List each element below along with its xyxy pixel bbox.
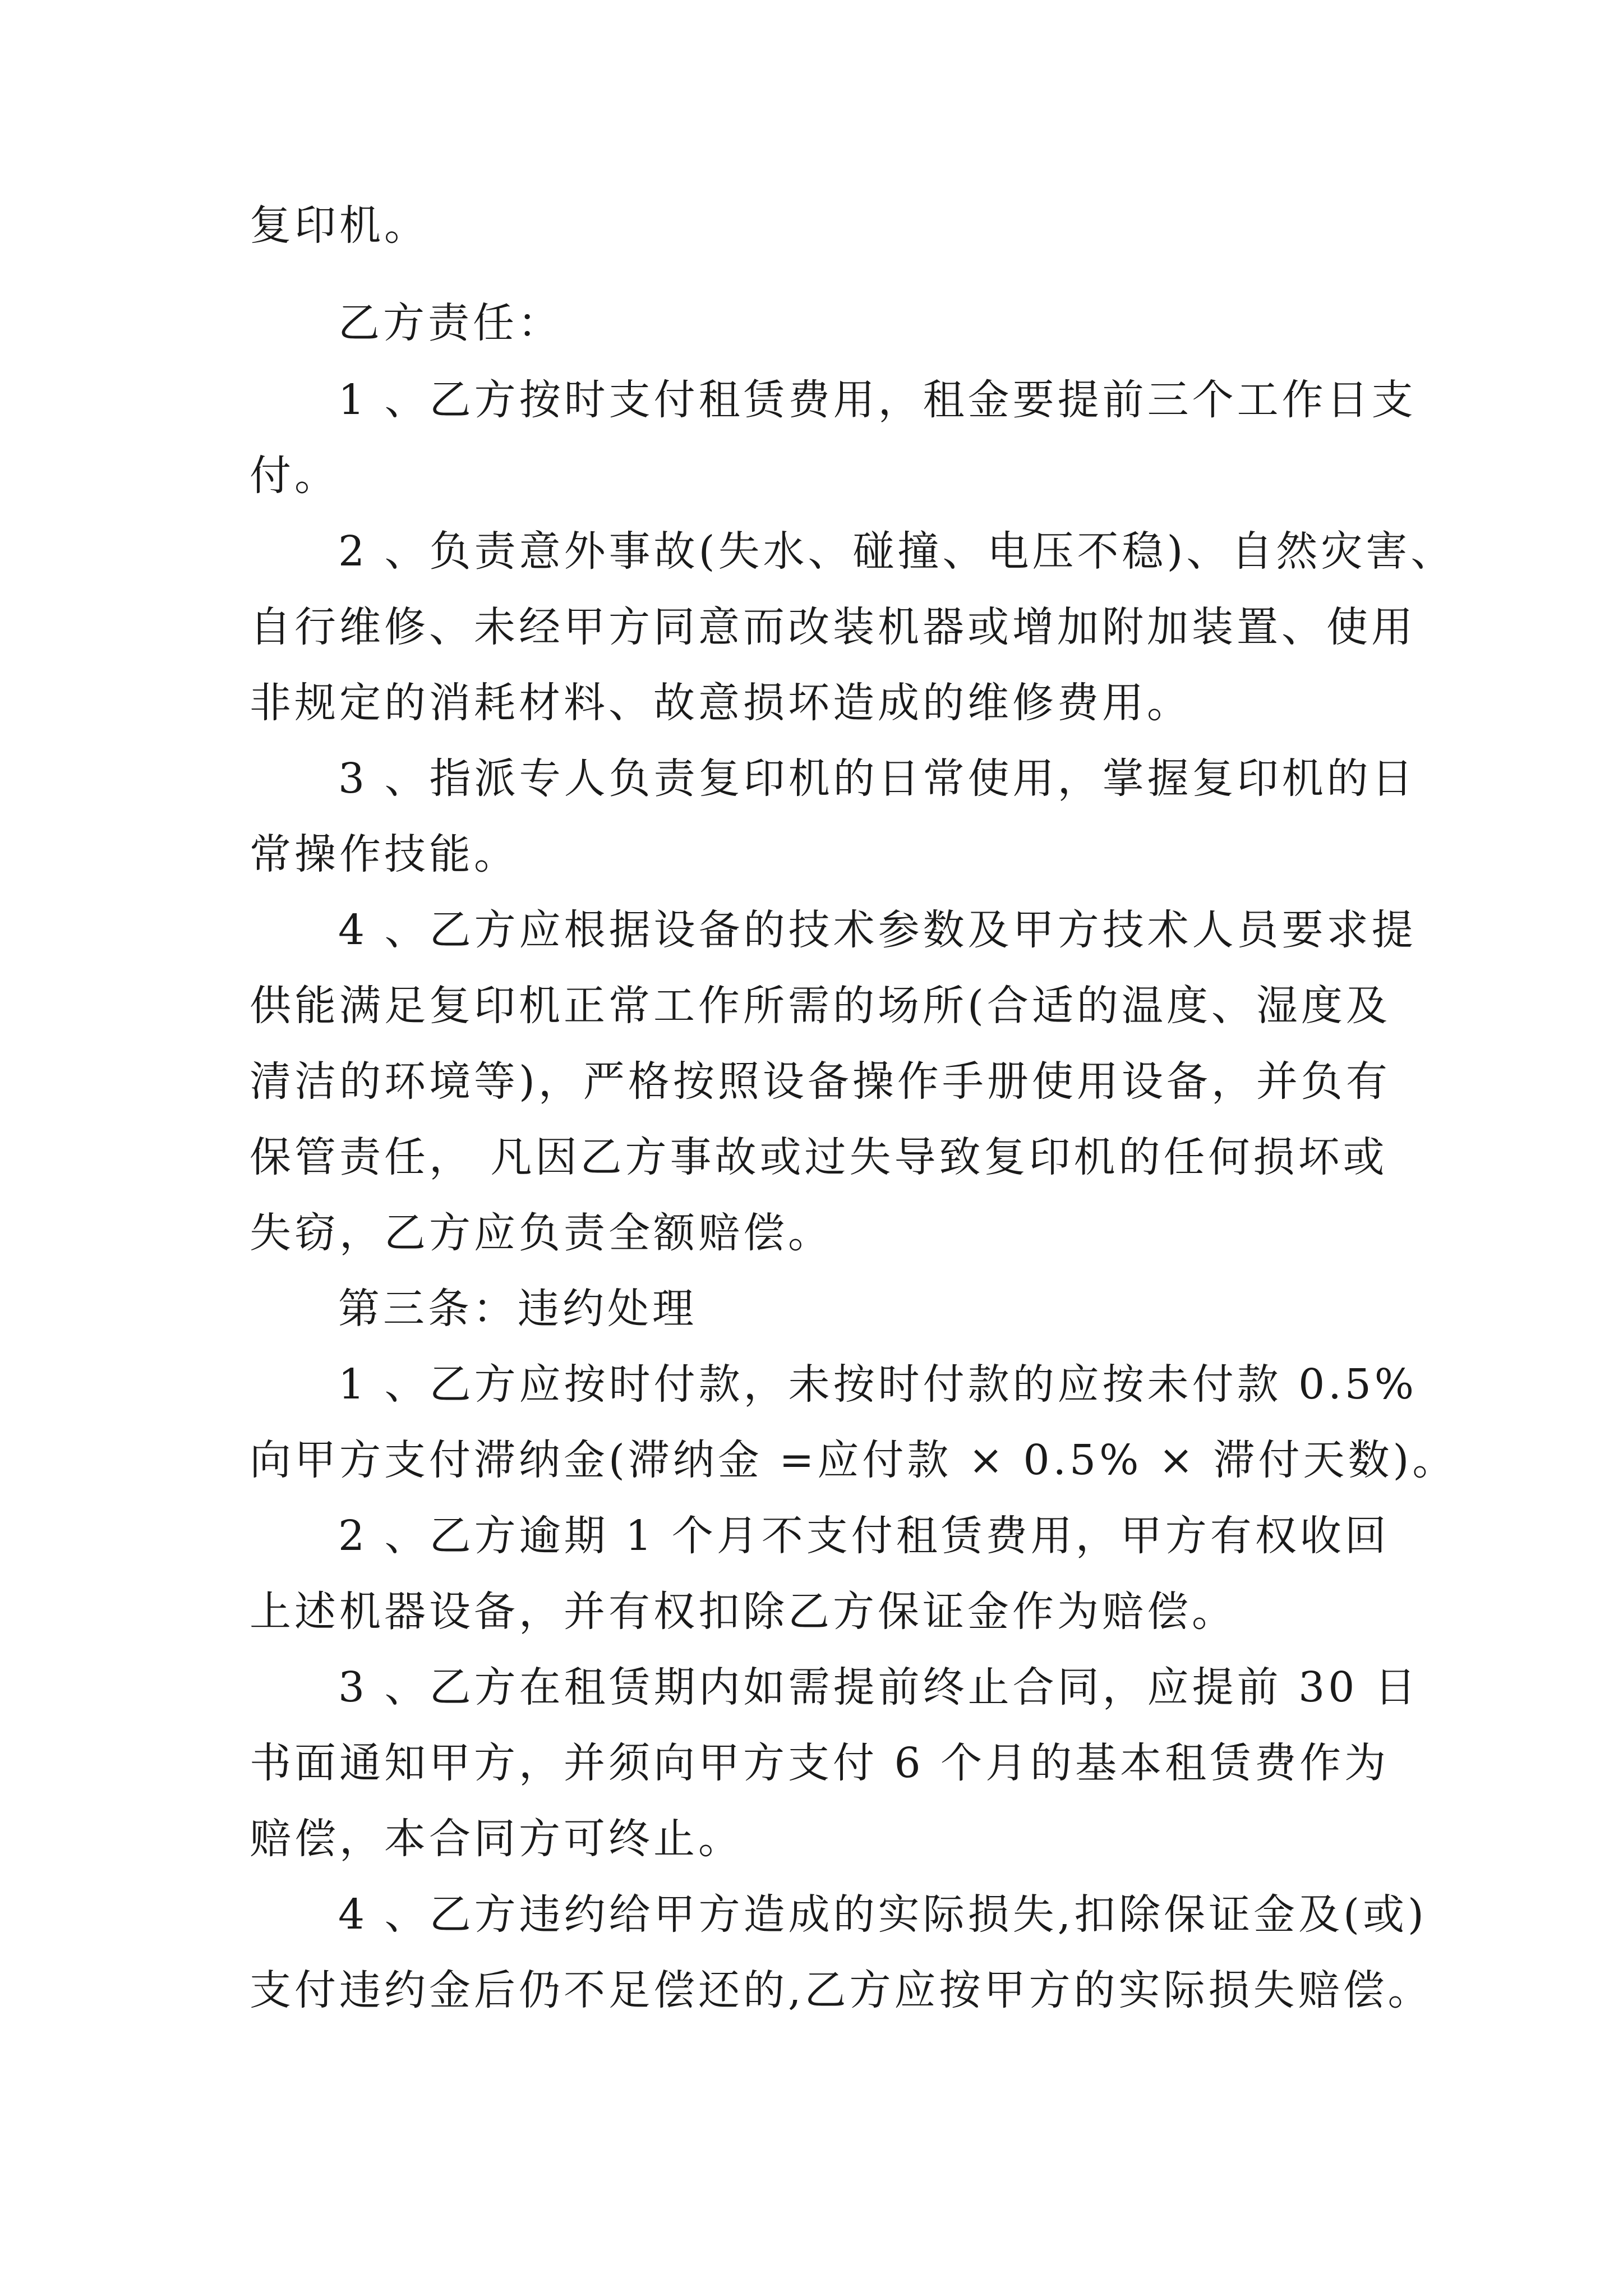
- text-line: 2 、乙方逾期 1 个月不支付租赁费用，甲方有权收回: [338, 1512, 1390, 1560]
- text-line: 复印机。: [250, 201, 429, 250]
- text-line: 支付违约金后仍不足偿还的,乙方应按甲方的实际损失赔偿。: [250, 1966, 1433, 2014]
- text-line: 保管责任， 凡因乙方事故或过失导致复印机的任何损坏或: [250, 1133, 1388, 1181]
- text-line: 3 、乙方在租赁期内如需提前终止合同，应提前 30 日: [338, 1663, 1419, 1711]
- text-line: 4 、乙方应根据设备的技术参数及甲方技术人员要求提: [338, 906, 1417, 954]
- section-heading: 第三条：违约处理: [338, 1285, 697, 1333]
- text-line: 上述机器设备，并有权扣除乙方保证金作为赔偿。: [250, 1588, 1237, 1636]
- text-line: 向甲方支付滞纳金(滞纳金 =应付款 × 0.5% × 滞付天数)。: [250, 1436, 1458, 1484]
- text-line: 供能满足复印机正常工作所需的场所(合适的温度、湿度及: [250, 982, 1391, 1030]
- text-line: 常操作技能。: [250, 830, 519, 878]
- text-line: 乙方责任：: [338, 299, 562, 347]
- text-line: 3 、指派专人负责复印机的日常使用，掌握复印机的日: [338, 754, 1417, 803]
- text-line: 清洁的环境等)，严格按照设备操作手册使用设备，并负有: [250, 1057, 1391, 1106]
- text-line: 付。: [250, 452, 339, 500]
- text-line: 失窃，乙方应负责全额赔偿。: [250, 1209, 833, 1257]
- text-line: 2 、负责意外事故(失水、碰撞、电压不稳)、自然灾害、: [338, 527, 1456, 576]
- text-line: 非规定的消耗材料、故意损坏造成的维修费用。: [250, 679, 1192, 727]
- text-line: 自行维修、未经甲方同意而改装机器或增加附加装置、使用: [250, 603, 1416, 651]
- text-line: 1 、乙方按时支付租赁费用，租金要提前三个工作日支: [338, 376, 1417, 424]
- text-line: 赔偿，本合同方可终止。: [250, 1815, 743, 1863]
- text-line: 1 、乙方应按时付款，未按时付款的应按未付款 0.5%: [338, 1360, 1418, 1409]
- text-line: 4 、乙方违约给甲方造成的实际损失,扣除保证金及(或): [338, 1890, 1427, 1939]
- text-line: 书面通知甲方，并须向甲方支付 6 个月的基本租赁费作为: [250, 1739, 1390, 1787]
